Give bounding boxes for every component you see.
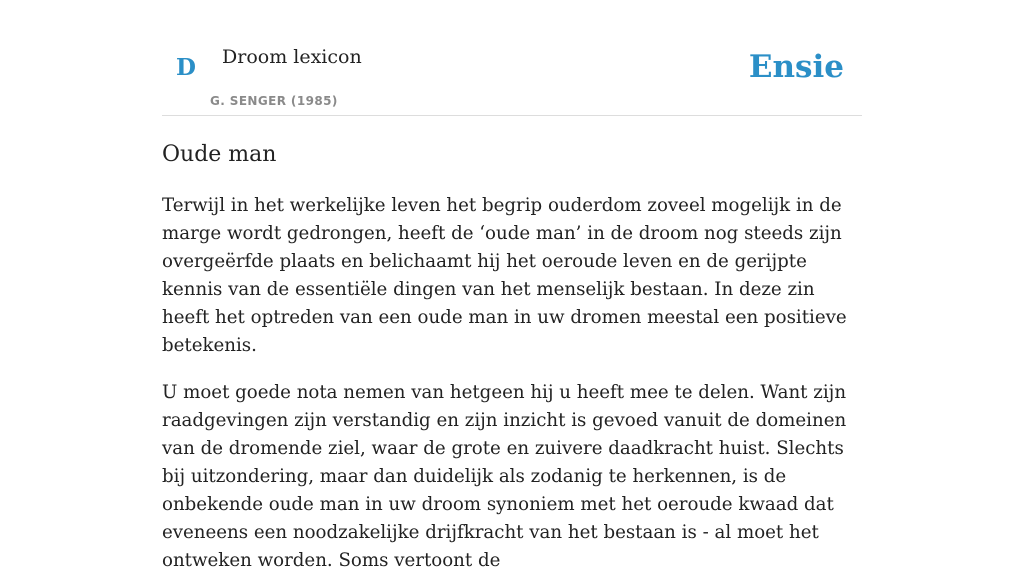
entry-content	[162, 140, 866, 575]
source-header	[162, 0, 862, 116]
entry-title: Oude man	[162, 142, 277, 167]
ensie-logo[interactable]: Ensie	[748, 49, 844, 85]
source-title[interactable]: Droom lexicon	[222, 46, 362, 68]
dictionary-letter[interactable]: D	[176, 54, 196, 81]
source-author: G. SENGER (1985)	[210, 94, 338, 108]
entry-paragraph: Terwijl in het werkelijke leven het begrip ouderdom zoveel mogelijk in de marge wordt gedrongen, heeft de ‘oude man’ in de droom nog steeds zijn overgeërfde plaats en belichaamt hij het oeroude leven en de gerijpte kennis van de essentiële dingen van het menselijk bestaan. In deze zin heeft het optreden van een oude man in uw dromen meestal een positieve betekenis.	[162, 195, 847, 356]
entry-paragraph: U moet goede nota nemen van hetgeen hij u heeft mee te delen. Want zijn raadgevingen zijn verstandig en zijn inzicht is gevoed vanuit de domeinen van de dromende ziel, waar de grote en zuivere daadkracht huist. Slechts bij uitzondering, maar dan duidelijk als zodanig te herkennen, is de onbekende oude man in uw droom synoniem met het oeroude kwaad dat eveneens een noodzakelijke drijfkracht van het bestaan is - al moet het ontweken worden. Soms vertoont de	[162, 382, 847, 571]
